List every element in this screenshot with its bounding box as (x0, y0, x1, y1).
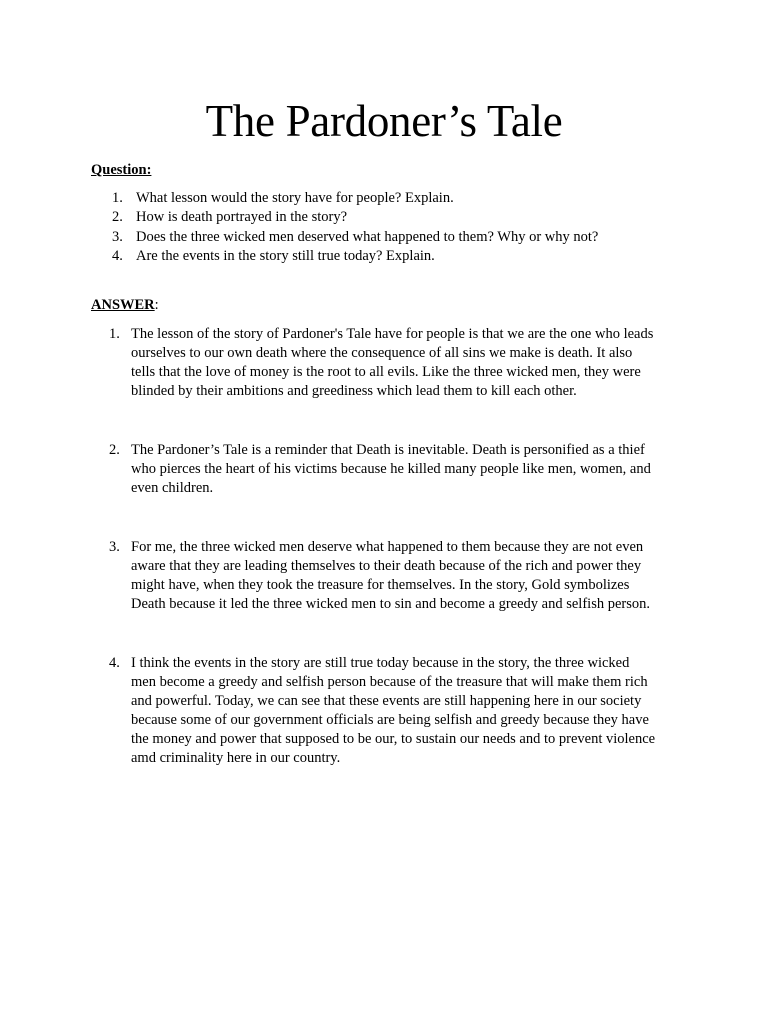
answer-heading (91, 296, 159, 314)
question-number: 2. (112, 209, 123, 226)
answer-item (109, 325, 689, 401)
answer-line: and powerful. Today, we can see that these events are still happening here in our society (131, 693, 642, 710)
answer-heading-label: ANSWER (91, 297, 155, 313)
question-item (112, 247, 712, 266)
question-text: What lesson would the story have for people? Explain. (136, 190, 454, 206)
answer-line: ourselves to our own death where the consequence of all sins we make is death. It also (131, 345, 633, 362)
answer-line: The Pardoner’s Tale is a reminder that Death is inevitable. Death is personified as a thief (131, 442, 645, 458)
answer-line: amd criminality here in our country. (131, 750, 341, 767)
answer-number: 2. (109, 442, 120, 458)
answer-item (109, 441, 689, 498)
answer-text (131, 538, 689, 614)
answer-item (109, 654, 689, 769)
answer-line: The lesson of the story of Pardoner's Tale have for people is that we are the one who leads (131, 326, 654, 342)
answer-heading-colon: : (154, 297, 159, 313)
question-list (112, 189, 712, 267)
answer-item (109, 538, 689, 614)
answer-line: For me, the three wicked men deserve what happened to them because they are not even (131, 539, 644, 555)
answer-text (131, 441, 689, 498)
answer-text (131, 654, 689, 769)
question-number: 1. (112, 190, 123, 206)
question-item (112, 189, 712, 208)
answer-line: I think the events in the story are still true today because in the story, the three wicked (131, 655, 630, 671)
answer-line: aware that they are leading themselves to their death because of the rich and power they (131, 558, 642, 575)
answer-line: who pierces the heart of his victims because he killed many people like men, women, and (131, 461, 651, 478)
answer-line: even children. (131, 480, 214, 497)
question-text: Are the events in the story still true today? Explain. (136, 248, 435, 265)
answer-line: men become a greedy and selfish person because of the treasure that will make them rich (131, 674, 648, 691)
question-number: 4. (112, 248, 123, 265)
document-title: The Pardoner’s Tale (205, 96, 563, 146)
answer-number: 3. (109, 539, 120, 555)
question-text: How is death portrayed in the story? (136, 209, 348, 226)
question-number: 3. (112, 228, 123, 245)
answer-line: might have, when they took the treasure for themselves. In the story, Gold symbolizes (131, 577, 630, 594)
answer-line: the money and power that supposed to be our, to sustain our needs and to prevent violence (131, 731, 656, 748)
question-item (112, 228, 712, 247)
answer-line: because some of our government officials are being selfish and greedy because they have (131, 712, 649, 729)
answer-line: blinded by their ambitions and greediness which lead them to kill each other. (131, 383, 577, 400)
question-text: Does the three wicked men deserved what happened to them? Why or why not? (136, 228, 599, 245)
answer-number: 1. (109, 326, 120, 342)
question-heading: Question: (91, 162, 152, 178)
question-item (112, 208, 712, 227)
answer-line: tells that the love of money is the root to all evils. Like the three wicked men, they were (131, 364, 641, 381)
answer-line: Death because it led the three wicked men to sin and become a greedy and selfish person. (131, 596, 650, 613)
answer-number: 4. (109, 655, 120, 671)
answer-text (131, 325, 689, 401)
